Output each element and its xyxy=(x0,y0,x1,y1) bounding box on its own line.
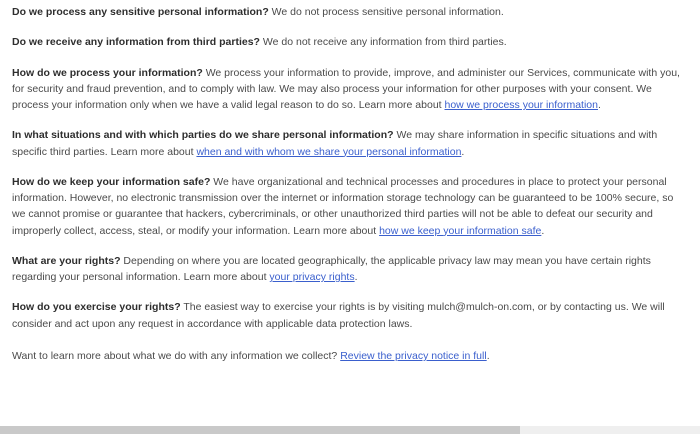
faq-answer-text: We do not process sensitive personal information. xyxy=(268,6,504,18)
faq-answer-text: The easiest way to exercise your rights is by visiting mulch@mulch-on.com, or by contacting us. We will consider and act upon any request in accordance with applicable data protection laws. xyxy=(12,301,665,330)
faq-inline-link[interactable]: when and with whom we share your personal information xyxy=(196,145,462,158)
faq-inline-link[interactable]: your privacy rights xyxy=(269,271,355,284)
faq-question: How do we keep your information safe? xyxy=(12,175,211,188)
faq-question: How do we process your information? xyxy=(12,66,203,79)
paragraph-list xyxy=(12,4,688,332)
review-notice-lead: Want to learn more about what we do with any information we collect? xyxy=(12,349,341,362)
review-privacy-notice-link[interactable]: Review the privacy notice in full xyxy=(340,349,487,362)
faq-paragraph xyxy=(12,34,688,50)
faq-paragraph xyxy=(12,253,688,286)
faq-paragraph xyxy=(12,174,688,239)
faq-answer-text: We have organizational and technical processes and procedures in place to protect your personal information. However, no electronic transmission over the internet or information storage technology can be guaranteed to be 100% secure, so we cannot promise or guarantee that hackers, cybercriminals, or other unauthorized third parties will not be able to defeat our security and improperly collect, access, steal, or modify your information. Learn more about xyxy=(12,175,674,237)
horizontal-scrollbar[interactable] xyxy=(0,426,700,434)
faq-question: In what situations and with which parties do we share personal information? xyxy=(12,129,394,142)
faq-answer-text: We do not receive any information from third parties. xyxy=(259,36,507,49)
faq-question: Do we process any sensitive personal information? xyxy=(12,6,269,18)
faq-answer-text: Depending on where you are located geographically, the applicable privacy law may mean you have certain rights regarding your personal information. Learn more about xyxy=(12,254,651,284)
faq-question: Do we receive any information from third parties? xyxy=(12,36,260,49)
faq-inline-link[interactable]: how we keep your information safe xyxy=(379,224,542,237)
faq-question: What are your rights? xyxy=(12,254,121,267)
faq-answer-text: We may share information in specific situations and with specific third parties. Learn more about xyxy=(12,129,658,158)
faq-answer-text: . xyxy=(541,224,545,237)
faq-inline-link[interactable]: how we process your information xyxy=(444,99,598,112)
faq-paragraph xyxy=(12,4,688,20)
scrollbar-thumb[interactable] xyxy=(0,426,520,434)
faq-answer-text: . xyxy=(598,99,601,112)
faq-answer-text: . xyxy=(461,145,465,158)
review-full-notice-paragraph xyxy=(12,348,688,364)
faq-paragraph xyxy=(12,299,688,332)
faq-paragraph xyxy=(12,127,688,160)
review-notice-trail: . xyxy=(486,349,490,362)
faq-paragraph xyxy=(12,65,688,114)
faq-answer-text: . xyxy=(354,271,358,284)
faq-answer-text: We process your information to provide, improve, and administer our Services, communicate with you, for security and fraud prevention, and to comply with law. We may also process your information for other purposes with your consent. We process your information only when we have a valid legal reason to do so. Learn more about xyxy=(12,66,680,112)
faq-question: How do you exercise your rights? xyxy=(12,301,181,314)
